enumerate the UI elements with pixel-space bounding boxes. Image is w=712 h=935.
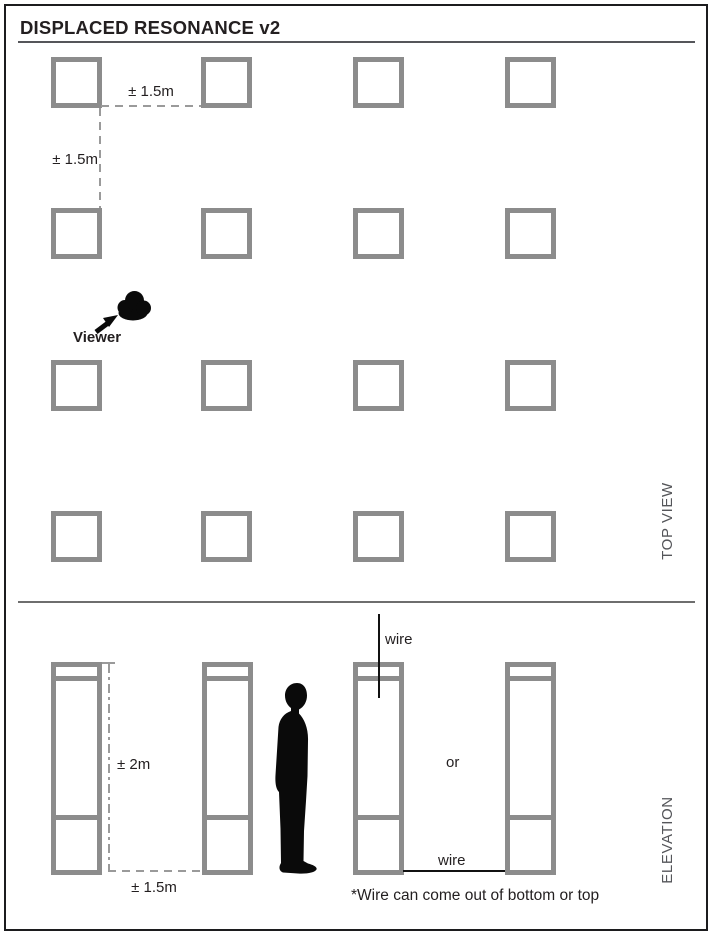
speaker-square — [353, 208, 404, 259]
elevation-section-label: ELEVATION — [659, 796, 676, 884]
spacing-dimension-label: ± 1.5m — [131, 879, 177, 896]
speaker-square — [505, 360, 556, 411]
speaker-square — [51, 57, 102, 108]
top-view-section-label: TOP VIEW — [659, 482, 676, 560]
horizontal-spacing-label: ± 1.5m — [128, 83, 174, 100]
wire-bottom-label: wire — [438, 852, 466, 869]
speaker-square — [505, 57, 556, 108]
horizontal-spacing-dashed-line — [101, 105, 201, 107]
vertical-spacing-dashed-line — [99, 108, 101, 208]
speaker-column-bottom-band — [207, 815, 248, 820]
wire-footnote: *Wire can come out of bottom or top — [351, 887, 600, 904]
speaker-square — [353, 57, 404, 108]
wire-top-label: wire — [385, 631, 413, 648]
speaker-square — [201, 511, 252, 562]
speaker-square — [505, 208, 556, 259]
speaker-square — [51, 511, 102, 562]
speaker-column-top-band — [510, 676, 551, 681]
speaker-column-bottom-band — [510, 815, 551, 820]
speaker-column-bottom-band — [358, 815, 399, 820]
speaker-column — [202, 662, 253, 875]
speaker-column — [51, 662, 102, 875]
title-underline — [18, 41, 695, 43]
height-dimension-line — [108, 664, 110, 870]
speaker-square — [505, 511, 556, 562]
vertical-spacing-label: ± 1.5m — [52, 151, 98, 168]
speaker-column-bottom-band — [56, 815, 97, 820]
speaker-square — [201, 57, 252, 108]
speaker-column-top-band — [56, 676, 97, 681]
wire-top-line — [378, 614, 380, 698]
section-divider — [18, 601, 695, 603]
wire-bottom-line — [403, 870, 505, 872]
speaker-square — [353, 360, 404, 411]
height-dimension-label: ± 2m — [117, 756, 151, 773]
speaker-square — [51, 360, 102, 411]
viewer-label: Viewer — [73, 329, 122, 346]
page-title: DISPLACED RESONANCE v2 — [20, 17, 281, 38]
spacing-dimension-line — [108, 870, 204, 872]
speaker-column-top-band — [207, 676, 248, 681]
or-label: or — [446, 754, 460, 771]
speaker-square — [51, 208, 102, 259]
speaker-square — [201, 360, 252, 411]
speaker-square — [353, 511, 404, 562]
speaker-square — [201, 208, 252, 259]
speaker-column — [505, 662, 556, 875]
person-silhouette — [270, 681, 320, 877]
